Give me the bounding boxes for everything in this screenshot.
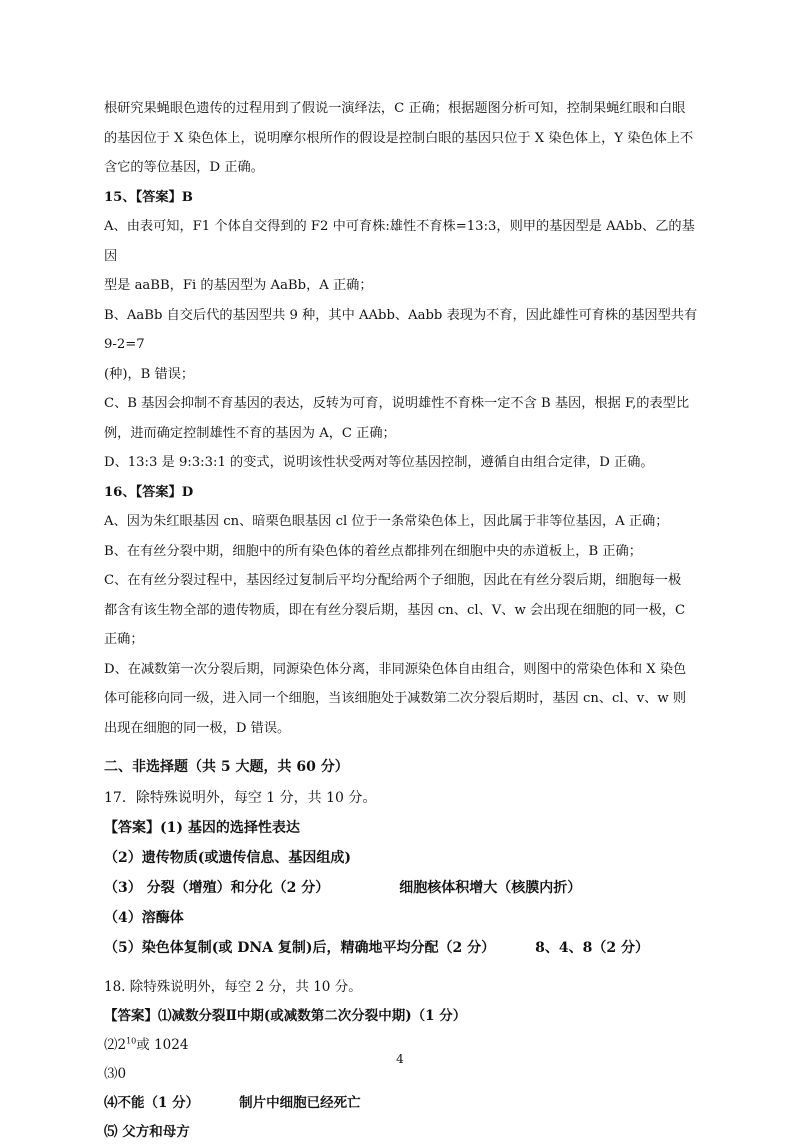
q17-answer-2: （2）遗传物质(或遗传信息、基因组成) (104, 849, 351, 866)
continuation-line: 含它的等位基因，D 正确。 (104, 160, 264, 175)
q17-intro: 17．除特殊说明外，每空 1 分，共 10 分。 (104, 789, 377, 806)
q17-answer-4: （4）溶酶体 (104, 909, 184, 926)
q18-intro: 18. 除特殊说明外，每空 2 分，共 10 分。 (104, 978, 362, 995)
question-15-answer-header: 15、【答案】B (104, 189, 193, 205)
q15-line: (种)，B 错误； (104, 366, 195, 382)
answer-text: ⑵2 (104, 1036, 127, 1053)
spacer (104, 963, 704, 973)
q15-line: 型是 aaBB，Fi 的基因型为 AaBb，A 正确； (104, 278, 373, 293)
answer-text: 8、4、8（2 分） (535, 939, 649, 956)
q17-answer-5 (104, 933, 704, 963)
question-16-answer-header: 16、【答案】D (104, 484, 194, 500)
q15-line: A、由表可知，F1 个体自交得到的 F2 中可育株:雄性不育株=13:3，则甲的基因型是 AAbb、乙的基因 (104, 219, 695, 264)
answer-label: 【答案】 (104, 819, 160, 836)
continuation-line: 根研究果蝇眼色遗传的过程用到了假说一演绎法，C 正确；根据题图分析可知，控制果蝇红眼和白眼 (104, 101, 686, 116)
q15-line: D、13:3 是 9:3:3:1 的变式，说明该性状受两对等位基因控制，遵循自由组合定律，D 正确。 (104, 455, 654, 470)
q16-line: 体可能移向同一级，进入同一个细胞，当该细胞处于减数第二次分裂后期时，基因 cn、cl、v、w 则 (104, 691, 687, 706)
spacer (104, 743, 704, 753)
answer-text: 制片中细胞已经死亡 (239, 1094, 361, 1111)
page-content (104, 94, 704, 1147)
q18-answer-3: ⑶0 (104, 1065, 127, 1082)
q18-answer-4 (104, 1089, 704, 1118)
q15-line: 例，进而确定控制雄性不育的基因为 A，C 正确； (104, 425, 396, 441)
question-17-block (104, 783, 704, 963)
q17-answer-1 (104, 813, 704, 843)
answer-label: 【答案】 (104, 1007, 158, 1024)
answer-text: ⑷不能（1 分） (104, 1094, 200, 1111)
answer-text: ⑴减数分裂Ⅱ中期(或减数第二次分裂中期)（1 分） (158, 1007, 467, 1024)
q15-line: C、B 基因会抑制不育基因的表达，反转为可育，说明雄性不育株一定不含 B 基因，根据 F,的表型比 (104, 396, 690, 411)
exponent: 10 (126, 1036, 137, 1045)
q17-answer-3 (104, 873, 704, 903)
q15-line: B、AaBb 自交后代的基因型共 9 种，其中 AAbb、Aabb 表现为不育，因此雄性可育株的基因型共有 9-2=7 (104, 307, 698, 352)
answer-text: 细胞核体积增大（核膜内折） (399, 879, 582, 896)
q16-line: 出现在细胞的同一极，D 错误。 (104, 720, 291, 736)
answer-text: 或 1024 (136, 1036, 189, 1053)
q18-answer-5: ⑸ 父方和母方 (104, 1123, 190, 1140)
q16-line: A、因为朱红眼基因 cn、暗栗色眼基因 cl 位于一条常染色体上，因此属于非等位基因，A 正确； (104, 514, 669, 529)
answer-text: (1) 基因的选择性表达 (160, 819, 300, 836)
answer-text: （5）染色体复制(或 DNA 复制)后，精确地平均分配（2 分） (104, 939, 496, 956)
page-number: 4 (396, 1052, 404, 1066)
answer-text: （3） 分裂（增殖）和分化（2 分） (104, 879, 330, 896)
q16-line: B、在有丝分裂中期，细胞中的所有染色体的着丝点都排列在细胞中央的赤道板上，B 正确； (104, 543, 642, 559)
q16-line: D、在减数第一次分裂后期，同源染色体分离，非同源染色体自由组合，则图中的常染色体和 X 染色 (104, 661, 687, 677)
q16-line: C、在有丝分裂过程中，基因经过复制后平均分配给两个子细胞，因此在有丝分裂后期，细胞每一极 (104, 573, 682, 588)
q16-line: 都含有该生物全部的遗传物质，即在有丝分裂后期，基因 cn、cl、V、w 会出现在细胞的同一极，C (104, 602, 686, 618)
continuation-line: 的基因位于 X 染色体上，说明摩尔根所作的假设是控制白眼的基因只位于 X 染色体上，Y 染色体上不 (104, 130, 694, 146)
q16-line: 正确； (104, 632, 144, 647)
q18-answer-1 (104, 1002, 704, 1031)
section-heading: 二、非选择题（共 5 大题，共 60 分） (104, 759, 349, 775)
